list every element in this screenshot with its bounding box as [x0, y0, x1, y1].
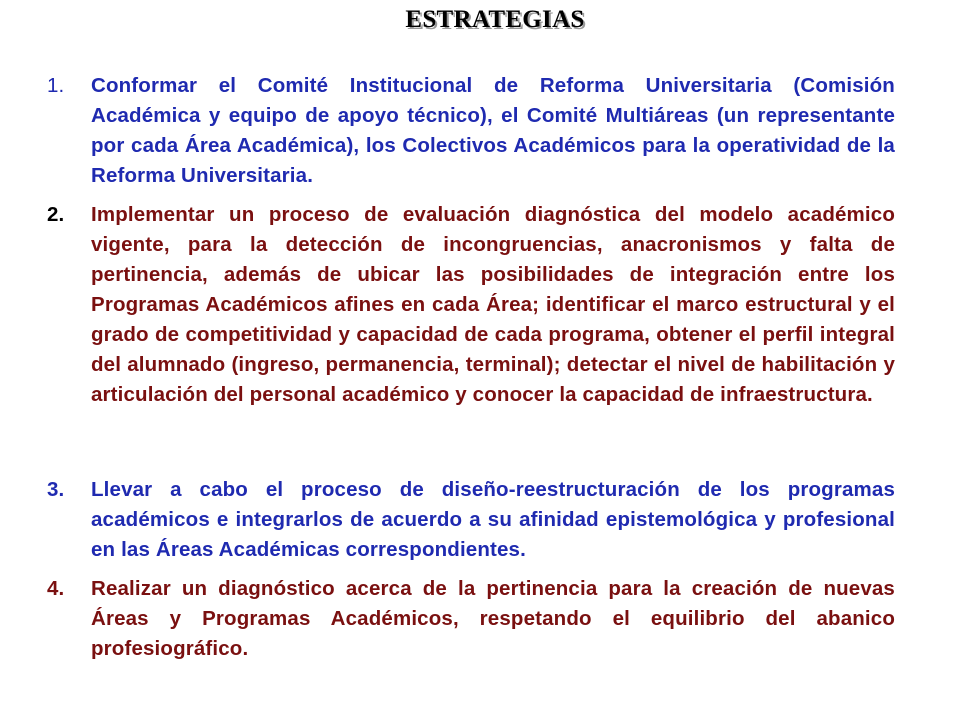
- strategy-item-3: [47, 475, 895, 565]
- item-number: 2.: [47, 203, 65, 226]
- item-number: 1.: [47, 74, 65, 97]
- item-number: 4.: [47, 577, 65, 600]
- item-text: Implementar un proceso de evaluación diagnóstica del modelo académico vigente, para la detección de incongruencias, anacronismos y falta de pertinencia, además de ubicar las posibilidades de integración entre los Programas Académicos afines en cada Área; identificar el marco estructural y el grado de competitividad y capacidad de cada programa, obtener el perfil integral del alumnado (ingreso, permanencia, terminal); detectar el nivel de habilitación y articulación del personal académico y conocer la capacidad de infraestructura.: [91, 203, 895, 406]
- item-text: Llevar a cabo el proceso de diseño-reestructuración de los programas académicos e integrarlos de acuerdo a su afinidad epistemológica y profesional en las Áreas Académicas correspondientes.: [91, 478, 895, 561]
- strategy-item-1: [47, 71, 895, 191]
- item-text: Conformar el Comité Institucional de Reforma Universitaria (Comisión Académica y equipo de apoyo técnico), el Comité Multiáreas (un representante por cada Área Académica), los Colectivos Académicos para la operatividad de la Reforma Universitaria.: [91, 74, 895, 187]
- item-number: 3.: [47, 478, 65, 501]
- strategy-item-4: [47, 574, 895, 664]
- item-text: Realizar un diagnóstico acerca de la pertinencia para la creación de nuevas Áreas y Programas Académicos, respetando el equilibrio del abanico profesiográfico.: [91, 577, 895, 660]
- strategy-item-2: [47, 200, 895, 410]
- page-title: ESTRATEGIAS: [405, 6, 585, 33]
